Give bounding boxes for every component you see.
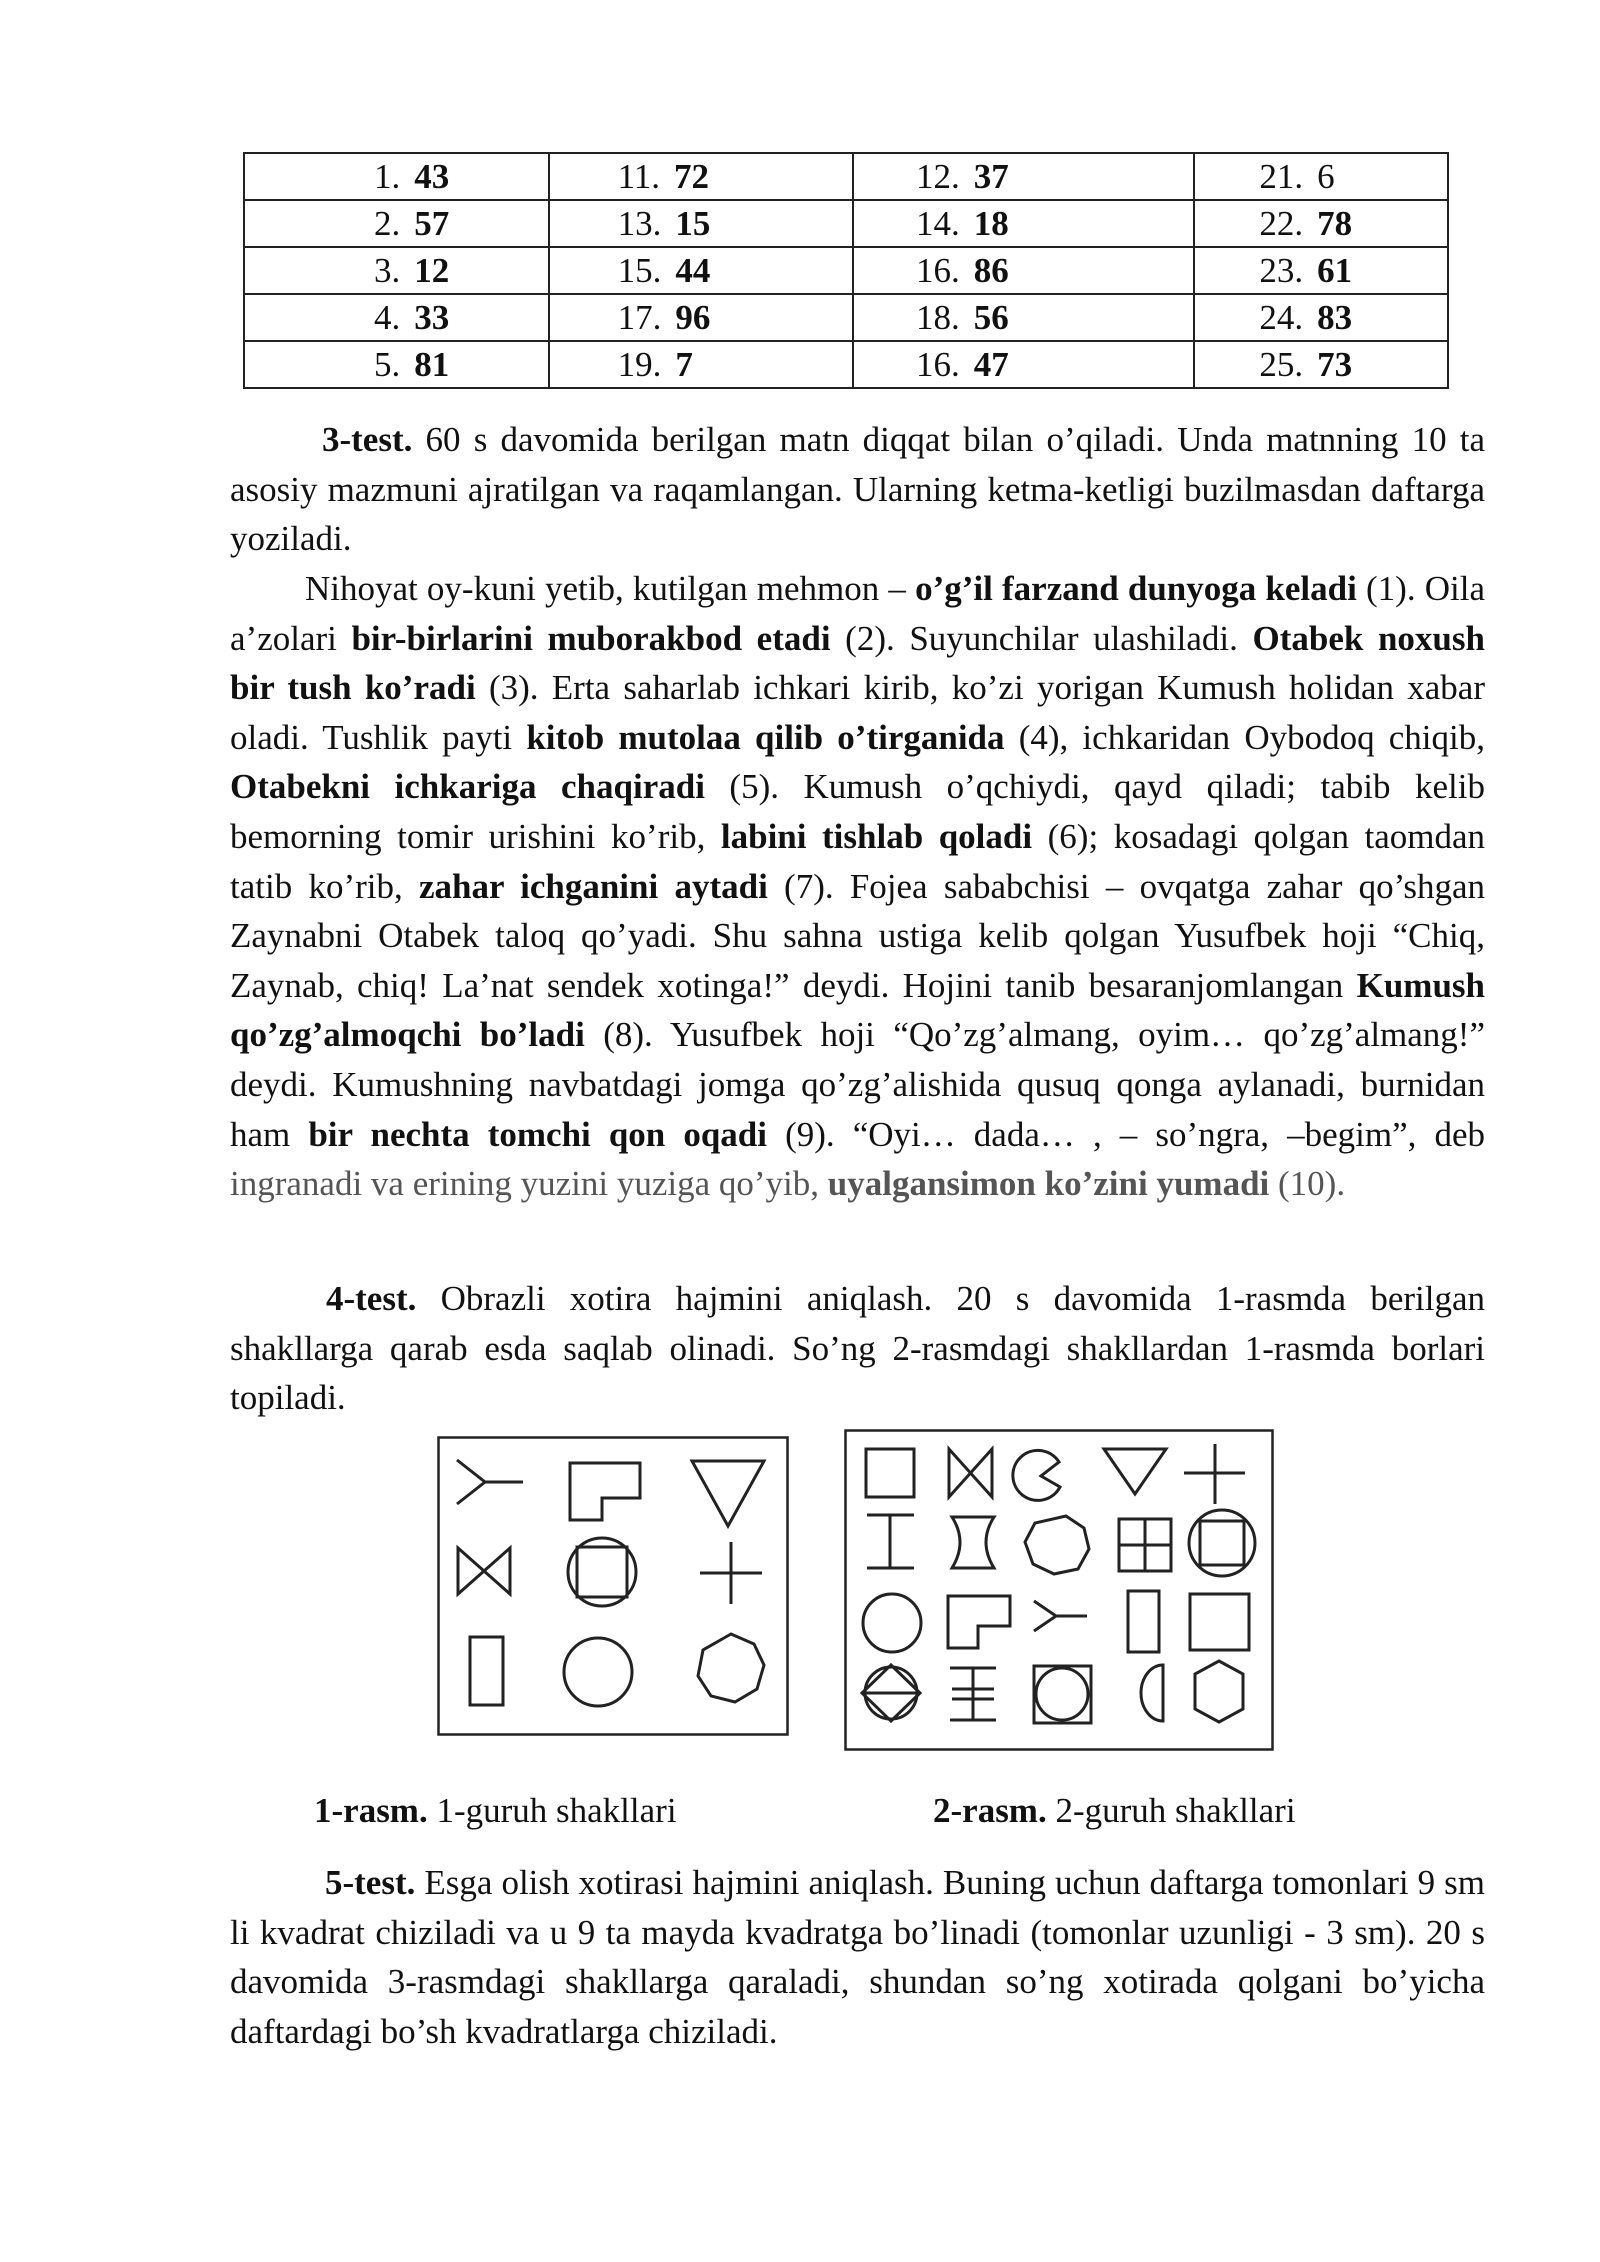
story-key-phrase: zahar ichganini aytadi [418,866,768,906]
item-number: 22. [1259,203,1304,243]
table-cell [549,247,853,294]
test4-paragraph [230,1274,1485,1423]
l-block-shape [570,1463,640,1520]
test4-label: 4-test. [326,1279,417,1318]
story-text: ingranadi va erining yuzini yuziga qo’yib, [230,1164,828,1204]
story-key-phrase: kitob mutolaa qilib o’tirganida [526,717,1005,757]
tall-rectangle-shape [470,1637,503,1705]
item-value: 78 [1317,203,1353,243]
item-number: 3. [374,250,401,290]
table-cell [244,341,549,388]
item-number: 16. [916,344,960,384]
figure-2-caption [933,1791,1296,1831]
item-number: 15. [617,250,662,290]
fork-shape [457,1460,523,1504]
story-text: (4), ichkaridan Oybodoq chiqib, [1004,717,1485,757]
table-row [244,200,1448,247]
item-value: 15 [675,203,711,243]
figure-1-caption-text: 1-guruh shakllari [427,1791,677,1830]
test5-paragraph [230,1858,1485,2056]
item-number: 17. [617,297,662,337]
story-text: (5). Kumush o’qchiydi, qayd qiladi; tabib kelib bemorning tomir urishini ko’rib, [230,767,1485,856]
circle-shape [863,1594,921,1652]
table-cell [244,294,549,341]
figure-1-caption-label: 1-rasm. [314,1791,428,1830]
answer-table [243,152,1449,389]
circle-in-square-shape [1034,1666,1091,1723]
figure-1-shapes [437,1436,789,1736]
l-block-shape [948,1596,1010,1648]
story-text: (2). Suyunchilar ulashiladi. [830,618,1253,658]
figure-2-shapes [844,1429,1274,1751]
table-cell [549,200,853,247]
item-value: 44 [675,250,711,290]
plus-shape [1184,1444,1245,1504]
table-cell [853,294,1194,341]
item-value: 6 [1317,156,1335,196]
table-cell [244,200,549,247]
hexagon-shape [1195,1661,1243,1722]
table-cell [1194,247,1448,294]
item-number: 13. [617,203,662,243]
item-value: 56 [973,297,1009,337]
item-value: 7 [675,344,693,384]
story-paragraph [230,564,1485,1209]
notched-circle-shape [1013,1450,1060,1500]
table-cell [244,153,549,200]
test3-label: 3-test. [322,420,413,459]
story-key-phrase: Kumush qo’zg’almoqchi bo’ladi [230,965,1485,1055]
item-value: 86 [973,250,1009,290]
story-text: (3). Erta saharlab ichkari kirib, ko’zi yorigan Kumush holidan xabar oladi. Tushlik payti [230,668,1485,757]
table-cell [853,341,1194,388]
story-text: (10). [1269,1164,1346,1204]
item-number: 11. [617,156,661,196]
story-key-phrase: labini tishlab qoladi [720,816,1033,856]
plus-shape [700,1542,762,1604]
fork-shape [1034,1601,1087,1631]
figure-2-caption-text: 2-guruh shakllari [1046,1791,1296,1830]
half-circle-shape [1141,1665,1163,1721]
tall-rectangle-shape [1128,1591,1159,1652]
table-cell [853,200,1194,247]
story-text: (6); kosadagi qolgan taomdan tatib ko’rib, [230,816,1486,906]
story-key-phrase: Otabekni ichkariga chaqiradi [230,767,705,807]
item-number: 25. [1259,344,1304,384]
table-cell [853,153,1194,200]
item-number: 16. [916,250,960,290]
item-number: 1. [374,156,401,196]
square-in-circle-shape [1189,1510,1255,1576]
story-text: (8). Yusufbek hoji “Qo’zg’almang, oyim… qo’zg’almang!” deydi. Kumushning navbatdagi jomga qo’zg’alishida qusuq qonga aylanadi, burnidan ham [230,1015,1485,1154]
table-cell [244,247,549,294]
story-key-phrase: uyalgansimon ko’zini yumadi [827,1164,1270,1204]
table-cell [549,341,853,388]
story-key-phrase: bir nechta tomchi qon oqadi [308,1114,767,1154]
bowtie-shape [458,1548,510,1594]
item-value: 18 [973,203,1009,243]
test3-text: 60 s davomida berilgan matn diqqat bilan o’qiladi. Unda matnning 10 ta asosiy mazmuni ajratilgan va raqamlangan. Ularning ketma-ketligi buzilmasdan daftarga yoziladi. [230,420,1485,559]
i-beam-shape [867,1515,914,1568]
test5-text: Esga olish xotirasi hajmini aniqlash. Buning uchun daftarga tomonlari 9 sm li kvadrat chiziladi va u 9 ta mayda kvadratga bo’linadi (tomonlar uzunligi - 3 sm). 20 s davomida 3-rasmdagi shakllarga qaraladi, shundan so’ng xotirada qolgani bo’yicha daftardagi bo’sh kvadratlarga chiziladi. [230,1863,1485,2051]
item-value: 47 [973,344,1009,384]
item-number: 24. [1259,297,1304,337]
story-text: (1). Oila a’zolari [230,569,1486,658]
table-cell [1194,294,1448,341]
item-number: 5. [374,344,401,384]
item-value: 61 [1317,250,1353,290]
story-key-phrase: Otabek noxush bir tush ko’radi [230,618,1485,708]
figure-1-caption [314,1791,677,1831]
square-shape [866,1449,914,1497]
diamond-in-circle-shape [862,1665,920,1721]
square-shape [1190,1594,1249,1650]
item-value: 96 [675,297,711,337]
heptagon-shape [1025,1516,1089,1574]
item-value: 12 [414,250,450,290]
down-triangle-shape [692,1461,764,1526]
story-key-phrase: o’g’il farzand dunyoga keladi [915,569,1357,608]
item-value: 33 [414,297,450,337]
heptagon-shape [698,1634,764,1702]
table-row [244,341,1448,388]
table-cell [853,247,1194,294]
table-cell [1194,200,1448,247]
table-row [244,247,1448,294]
item-value: 57 [414,203,450,243]
item-number: 14. [916,203,960,243]
double-bar-cross-shape [950,1668,996,1720]
item-value: 37 [973,156,1009,196]
item-number: 18. [916,297,960,337]
item-number: 23. [1259,250,1304,290]
table-cell [549,153,853,200]
circle-shape [564,1638,632,1706]
table-row [244,294,1448,341]
test3-paragraph [230,415,1485,564]
figure-2-caption-label: 2-rasm. [933,1791,1047,1830]
test5-label: 5-test. [325,1863,416,1902]
story-key-phrase: bir-birlarini muborakbod etadi [351,618,831,658]
item-number: 12. [916,156,960,196]
item-number: 2. [374,203,401,243]
quartered-square-shape [1119,1519,1171,1571]
down-triangle-shape [1104,1449,1166,1494]
bowtie-shape [949,1449,992,1497]
table-cell [1194,153,1448,200]
item-value: 81 [414,344,450,384]
table-row [244,153,1448,200]
concave-sides-shape [952,1517,994,1568]
item-number: 4. [374,297,401,337]
item-value: 72 [674,156,710,196]
story-text: Nihoyat oy-kuni yetib, kutilgan mehmon – [305,569,916,608]
test4-text: Obrazli xotira hajmini aniqlash. 20 s davomida 1-rasmda berilgan shakllarga qarab esda saqlab olinadi. So’ng 2-rasmdagi shakllardan 1-rasmda borlari topiladi. [230,1279,1485,1418]
story-text: (9). “Oyi… dada… , – so’ngra, –begim”, deb [767,1114,1485,1154]
table-cell [549,294,853,341]
item-number: 19. [617,344,662,384]
answer-table-body [244,153,1448,388]
item-number: 21. [1259,156,1304,196]
story-text: (7). Fojea sababchisi – ovqatga zahar qo’shgan Zaynabni Otabek taloq qo’yadi. Shu sahna ustiga kelib qolgan Yusufbek hoji “Chiq, Zaynab, chiq! La’nat sendek xotinga!” deydi. Hojini tanib besaranjomlangan [230,866,1485,1005]
circle-in-square-shape [568,1538,636,1606]
item-value: 83 [1317,297,1353,337]
item-value: 73 [1317,344,1353,384]
item-value: 43 [414,156,450,196]
table-cell [1194,341,1448,388]
